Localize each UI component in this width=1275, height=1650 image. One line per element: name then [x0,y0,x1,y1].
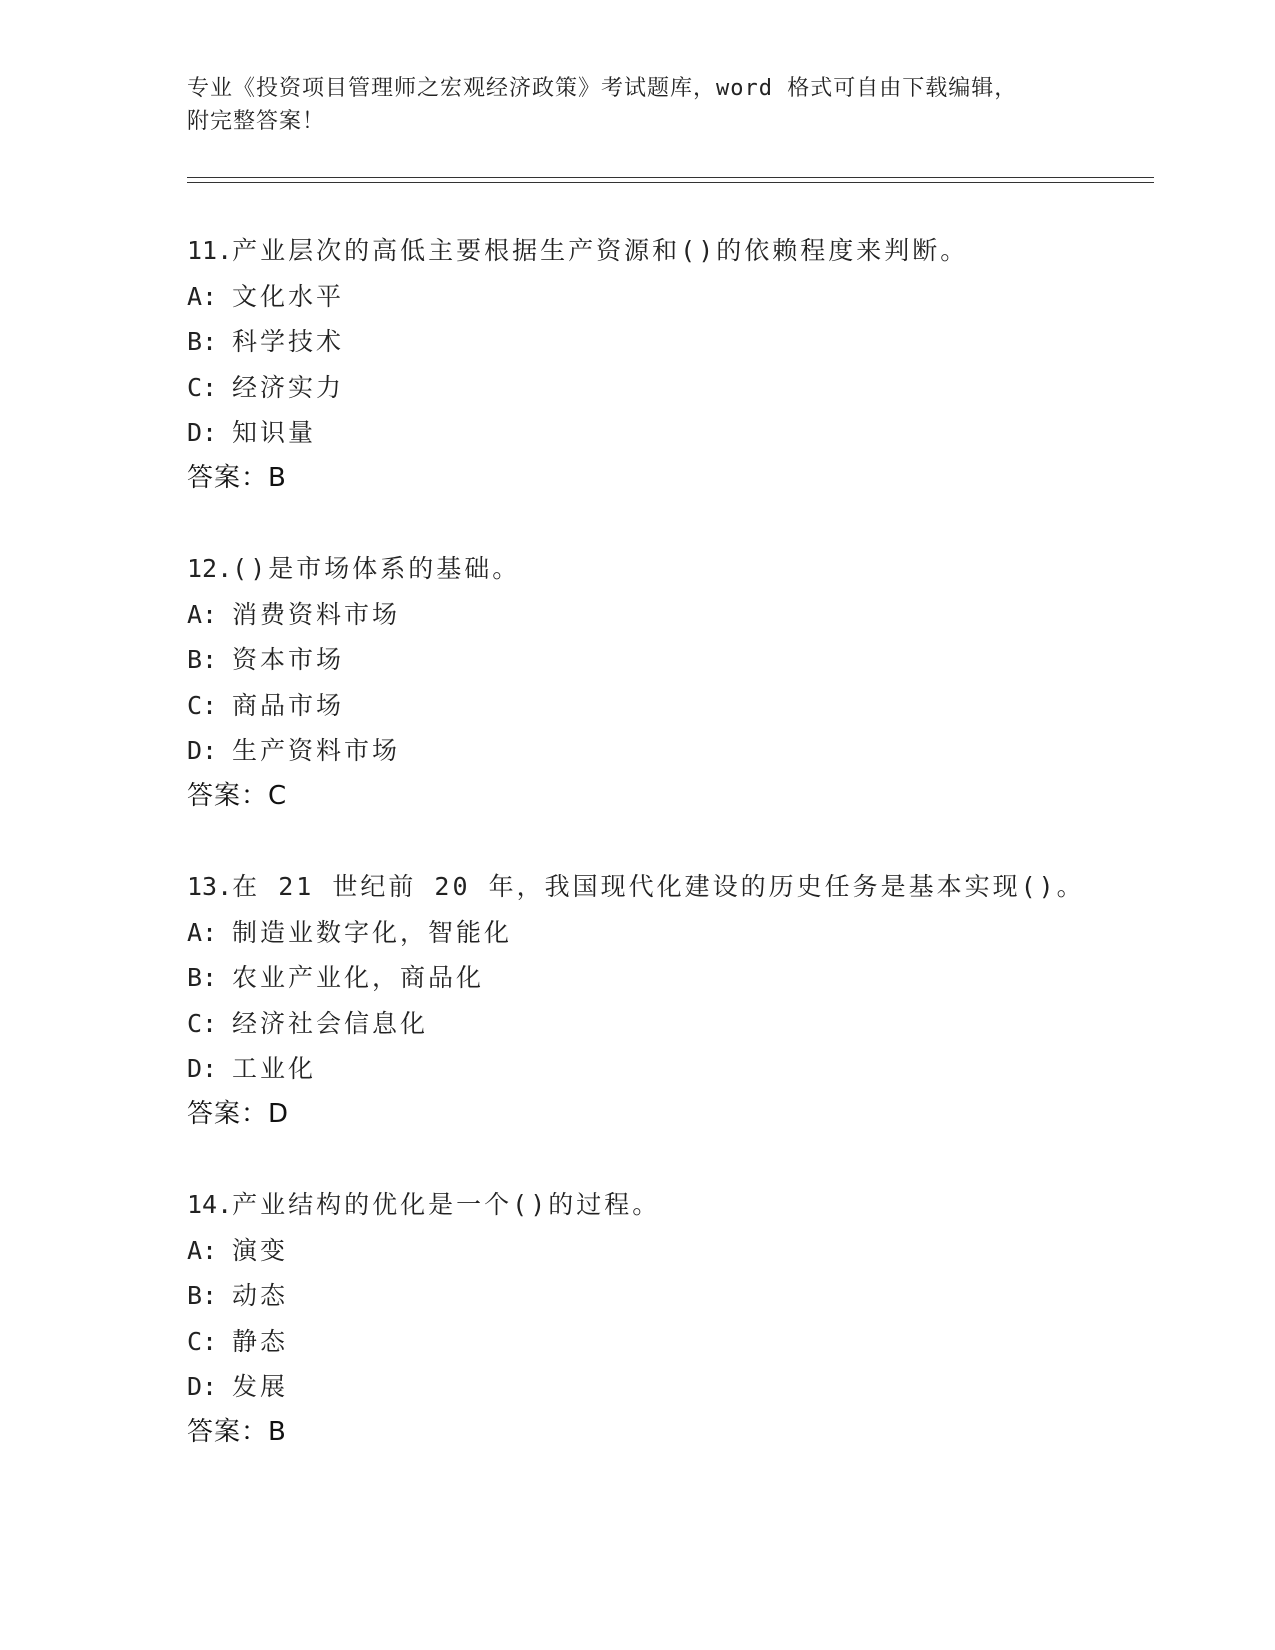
question-text: 产业层次的高低主要根据生产资源和()的依赖程度来判断。 [232,236,969,265]
header-line-1: 专业《投资项目管理师之宏观经济政策》考试题库，word 格式可自由下载编辑， [187,76,1018,101]
option-key: C: [187,1326,218,1356]
option-text: 经济实力 [232,372,345,402]
question-12 [187,546,1147,819]
option-key: C: [187,690,218,720]
option-key: B: [187,963,218,992]
option-key: C: [187,1008,218,1038]
option-key: A: [187,1235,218,1265]
option-a [187,910,1147,956]
option-key: C: [187,372,218,402]
option-d [187,728,1147,774]
question-number: 13. [187,872,233,901]
option-a [187,1228,1147,1274]
answer-line: 答案：B [187,1416,287,1447]
option-d [187,1364,1147,1410]
option-key: B: [187,645,218,674]
option-text: 文化水平 [232,281,345,311]
option-text: 动态 [232,1281,289,1310]
header-divider-bottom [187,182,1154,183]
question-14 [187,1182,1147,1455]
option-text: 商品市场 [232,690,345,720]
question-number: 12. [187,554,233,583]
option-c [187,1001,1147,1047]
option-text: 演变 [232,1235,289,1265]
option-b [187,637,1147,683]
option-d [187,1046,1147,1092]
option-key: A: [187,917,218,947]
question-11 [187,228,1147,501]
option-text: 发展 [232,1372,289,1401]
option-a [187,592,1147,638]
option-key: D: [187,418,218,447]
option-c [187,365,1147,411]
question-stem [187,546,1147,592]
option-key: D: [187,1372,218,1401]
option-d [187,410,1147,456]
option-text: 科学技术 [232,327,345,356]
option-text: 静态 [232,1326,289,1356]
answer-line: 答案：D [187,1098,290,1129]
option-text: 制造业数字化，智能化 [232,917,513,947]
question-text: 产业结构的优化是一个()的过程。 [232,1190,661,1219]
option-key: A: [187,599,218,629]
option-key: D: [187,736,218,765]
question-13 [187,864,1147,1137]
option-b [187,955,1147,1001]
option-key: A: [187,281,218,311]
header-line-2: 附完整答案！ [187,109,326,134]
option-key: B: [187,327,218,356]
header-divider-top [187,177,1154,178]
option-key: B: [187,1281,218,1310]
answer-line: 答案：B [187,462,287,493]
option-c [187,683,1147,729]
option-a [187,274,1147,320]
option-b [187,1273,1147,1319]
option-text: 资本市场 [232,645,345,674]
option-text: 经济社会信息化 [232,1008,429,1038]
answer-line: 答案：C [187,780,288,811]
option-key: D: [187,1054,218,1083]
question-text: 在 21 世纪前 20 年，我国现代化建设的历史任务是基本实现()。 [232,872,1085,901]
question-stem [187,1182,1147,1228]
question-text: ()是市场体系的基础。 [232,554,521,583]
option-b [187,319,1147,365]
option-c [187,1319,1147,1365]
question-stem [187,864,1147,910]
question-number: 11. [187,236,233,265]
question-number: 14. [187,1190,233,1219]
option-text: 生产资料市场 [232,736,401,765]
option-text: 农业产业化，商品化 [232,963,485,992]
option-text: 工业化 [232,1054,317,1083]
question-stem [187,228,1147,274]
option-text: 消费资料市场 [232,599,401,629]
document-header [187,72,1087,138]
option-text: 知识量 [232,418,317,447]
